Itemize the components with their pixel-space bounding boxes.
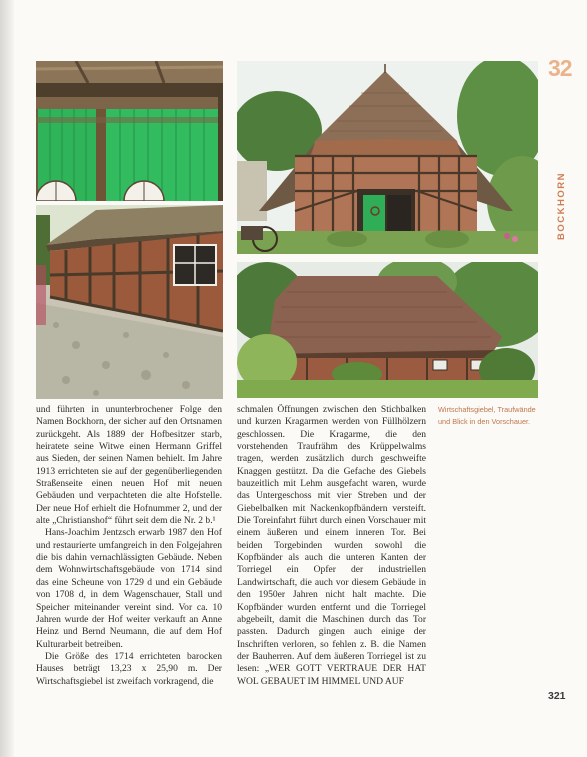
photo-caption: Wirtschaftsgiebel, Traufwände und Blick in den Vorschauer. bbox=[438, 405, 536, 426]
photo-side-wall bbox=[36, 205, 223, 399]
paragraph: Die Größe des 1714 errichteten barocken Hauses beträgt 13,23 x 25,90 m. Der Wirtschaftsgiebel ist zweifach vorkragend, die bbox=[36, 650, 222, 687]
photo-gable-facade bbox=[237, 61, 538, 254]
chapter-number: 32 bbox=[548, 55, 572, 81]
chapter-name: BOCKHORN bbox=[556, 172, 567, 240]
paragraph: Hans-Joachim Jentzsch erwarb 1987 den Hof und restaurierte umfangreich in den Folgejahren die bis dahin vernachlässigten Gebäude. Neben dem Wohnwirtschaftsgebäude von 1714 sind das eine Scheune von 1729 d und ein Gebäude von 1708 d, in dem Wagenschauer, Stall und Speicher miteinander vereint sind. Vor ca. 10 Jahren wurde der Hof weiter verkauft an Anne Heinz und Bernd Neumann, die auf dem Hof Kulturarbeit betreiben. bbox=[36, 527, 222, 650]
text-column-left bbox=[36, 404, 222, 688]
paragraph: und führten in ununterbrochener Folge den Namen Bockhorn, der sicher auf den Ortsnamen zurückgeht. Als 1889 der Hofbesitzer starb, heiratete seine Witwe einen Hermann Griffel aus Sieden, der seinen Namen behielt. Im Jahre 1913 errichteten sie auf der gegenüberliegenden Straßenseite einen neuen Hof mit neuen Gebäuden und verpachteten die alte Hofstelle. Der neue Hof erhielt die Hofnummer 2, und der alte „Christianshof“ führt seit dem die Nr. 2 b.¹ bbox=[36, 404, 222, 527]
photo-barn-door bbox=[36, 61, 223, 201]
photo-thatched-house bbox=[237, 262, 538, 398]
page-number: 321 bbox=[548, 690, 566, 702]
text-column-middle bbox=[237, 404, 426, 688]
paragraph: schmalen Öffnungen zwischen den Stichbalken und kurzen Kragarmen werden von Füllhölzern geschlossen. Die Kragarme, die den vorstehenden Traufrähm des Krüppelwalms tragen, werden zusätzlich durch geschweifte Knaggen gestützt. Da die Gefache des Giebels bauzeitlich mit Lehm ausgefacht waren, wurde das Untergeschoss mit vier Streben und der Giebelbalken mit Nackenkopfbändern versteift. Die Toreinfahrt führt durch einen Vorschauer mit einem äußeren und einem inneren Tor. Bei beiden Torgebinden wurden sowohl die Kopfbänder als auch die unteren Kanten der Torriegel ein Opfer der industriellen Landwirtschaft, die auch vor diesem Gebäude in den 1950er Jahren nicht halt machte. Die Kopfbänder wurden entfernt und die Torriegel abgebeilt, damit die Maschinen durch das Tor passten. Dadurch gingen auch einige der Inschriften verloren, so fehlen z. B. die Namen der Bauherren. Auf dem äußeren Torriegel ist zu lesen: „WER GOTT VERTRAUE DER HAT WOL GEBAUET IM HIMMEL UND AUF bbox=[237, 404, 426, 687]
